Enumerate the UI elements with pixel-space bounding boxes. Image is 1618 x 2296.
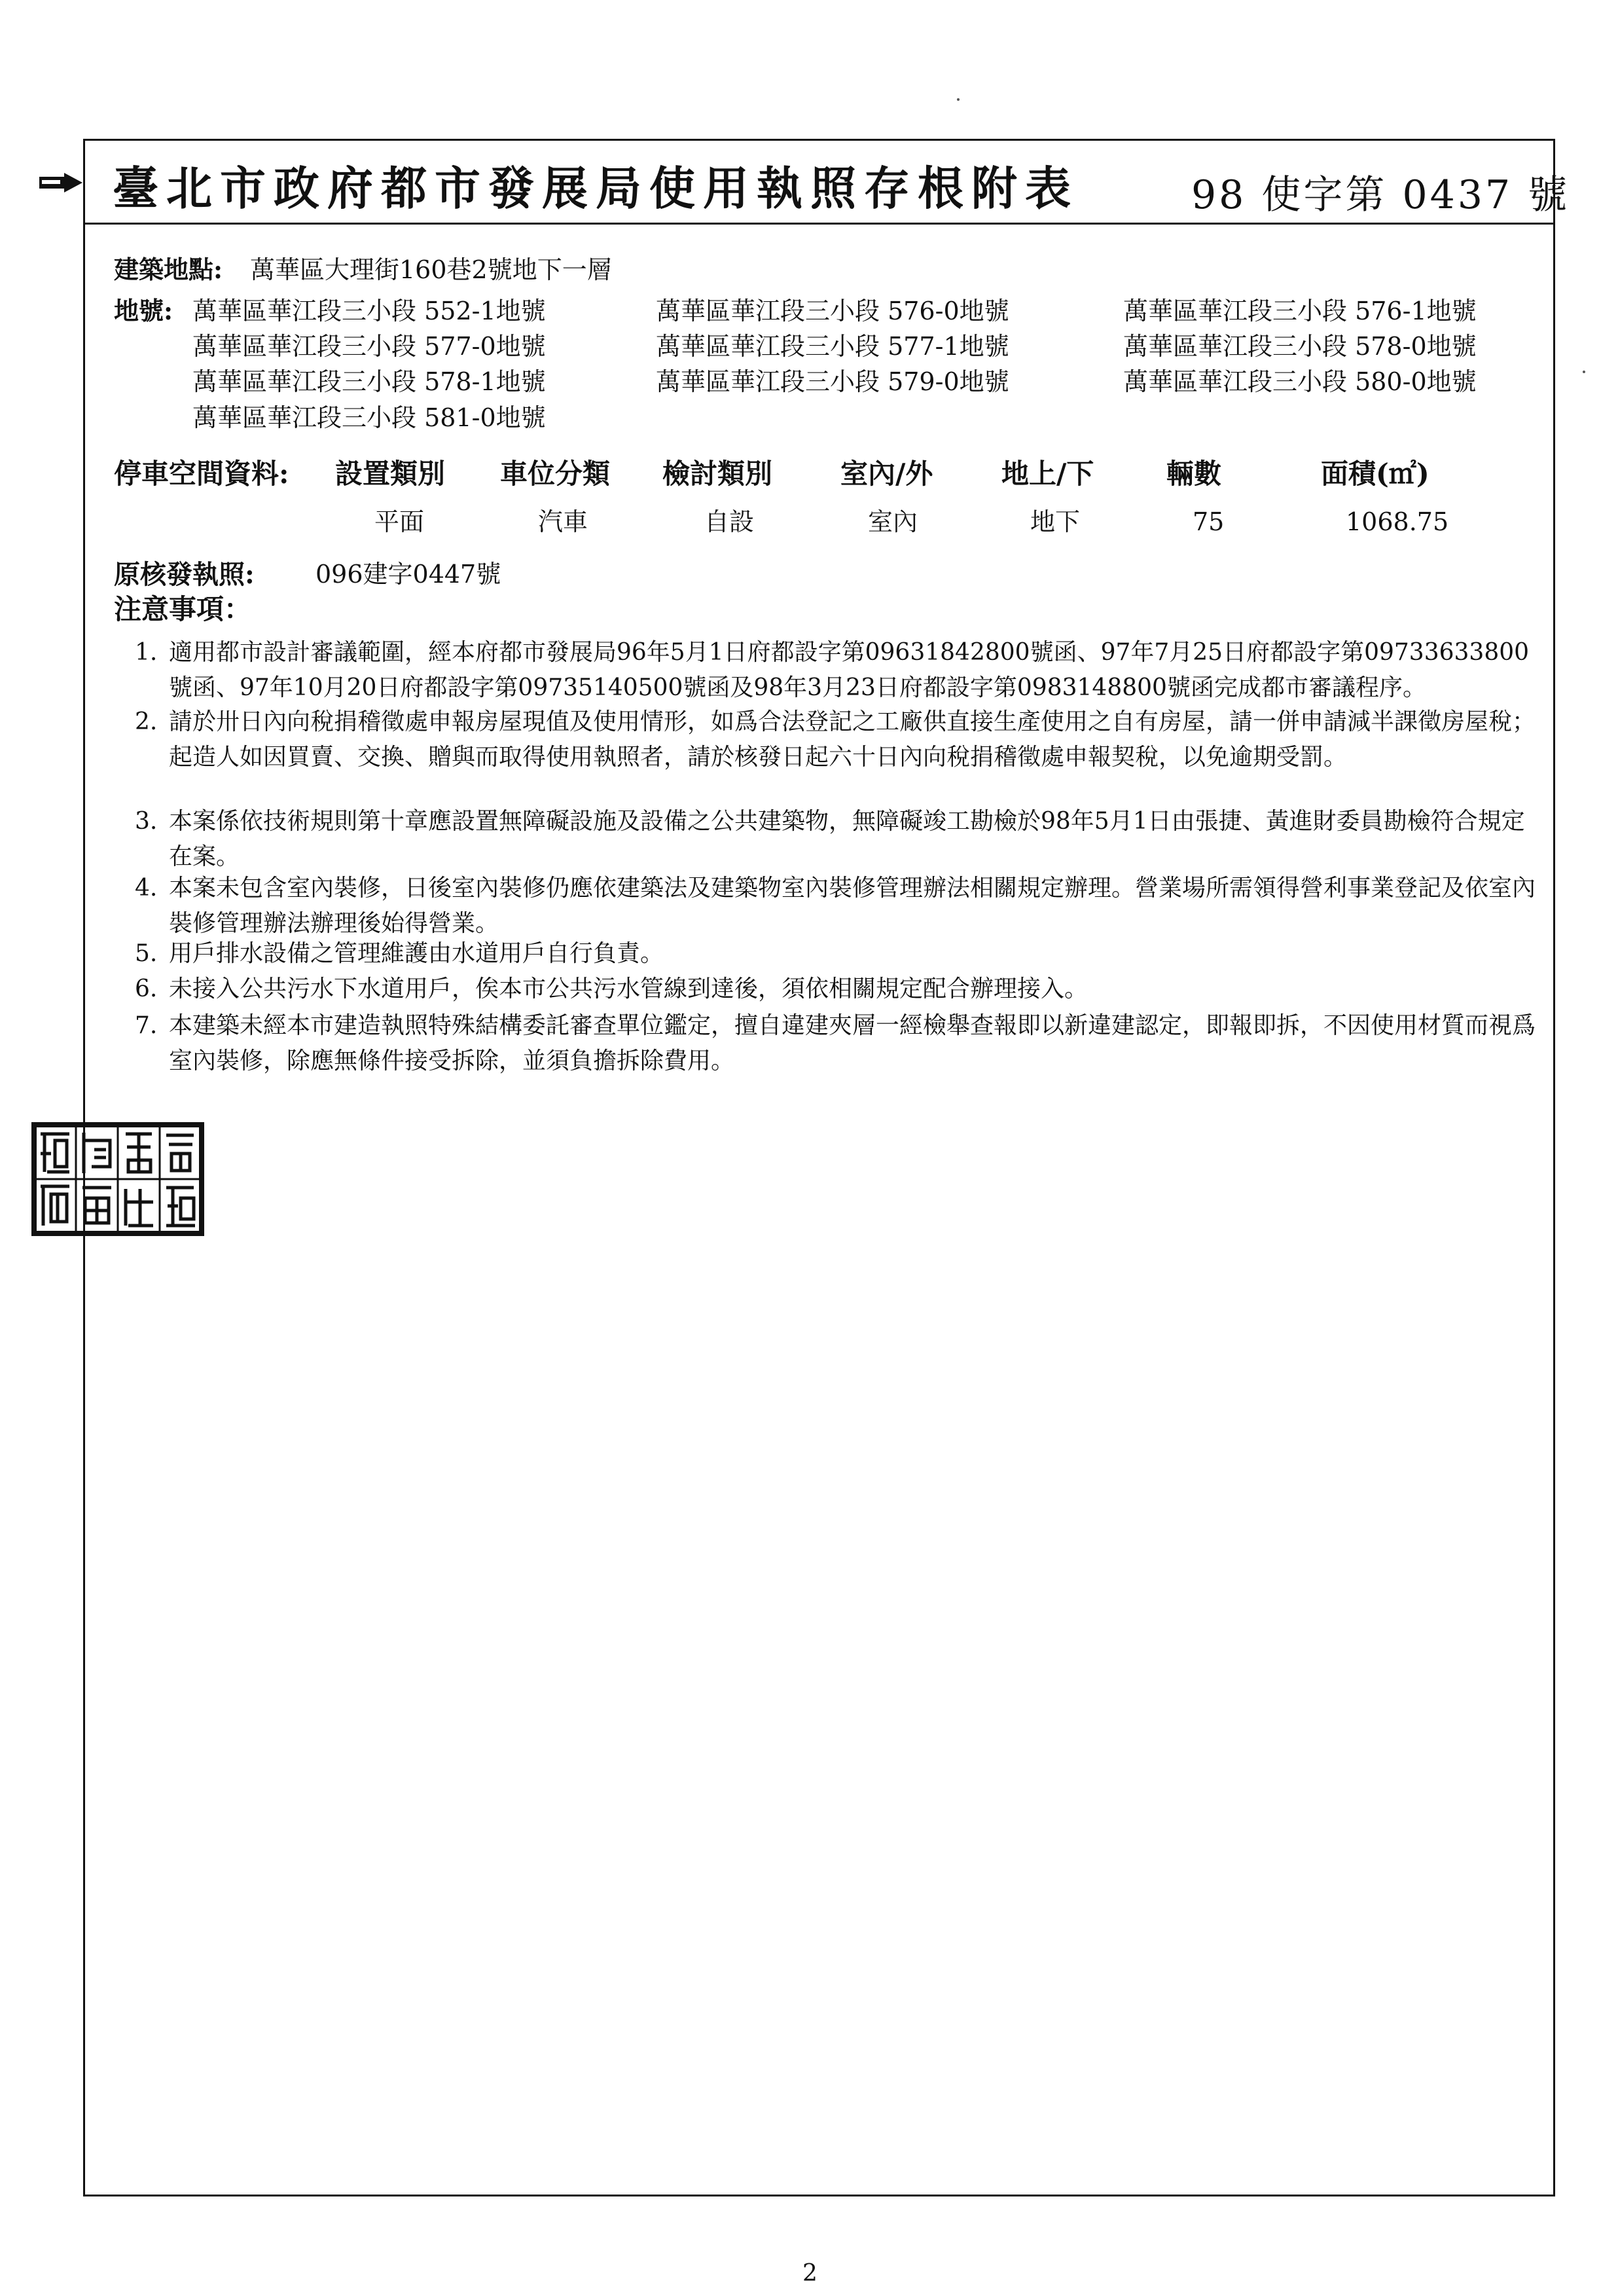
- notice-item-number: 1.: [135, 639, 158, 666]
- notice-item-number: 7.: [135, 1012, 158, 1039]
- arrow-mark-icon: [38, 172, 84, 194]
- original-license-value: 096建字0447號: [315, 560, 501, 589]
- title-divider: [83, 223, 1555, 225]
- parking-cell: 75: [1193, 507, 1225, 536]
- lot-number-item: 萬華區華江段三小段 576-0地號: [656, 297, 1009, 325]
- parking-cell: 1068.75: [1346, 507, 1449, 536]
- original-license-label: 原核發執照:: [114, 559, 255, 590]
- parking-label: 停車空間資料:: [114, 458, 289, 490]
- notice-item: [135, 1008, 1536, 1079]
- notice-item-text: 本案未包含室內裝修，日後室內裝修仍應依建築法及建築物室內裝修管理辦法相關規定辦理。營業場所需領得營利事業登記及依室內裝修管理辦法辦理後始得營業。: [169, 875, 1536, 937]
- lot-number-item: 萬華區華江段三小段 577-1地號: [656, 332, 1009, 361]
- lot-number-item: 萬華區華江段三小段 580-0地號: [1123, 367, 1477, 396]
- notice-label: 注意事項：: [114, 593, 252, 625]
- notice-item: [135, 871, 1536, 941]
- parking-header: 地上/下: [1001, 458, 1094, 490]
- notice-item-number: 3.: [135, 808, 158, 835]
- building-site-label: 建築地點:: [114, 255, 223, 284]
- scan-speck: [957, 98, 960, 101]
- official-seal-stamp: [29, 1121, 207, 1237]
- scan-speck: [1583, 371, 1585, 373]
- lot-number-item: 萬華區華江段三小段 552-1地號: [192, 297, 546, 325]
- notice-item: [135, 635, 1536, 706]
- lot-number-item: 萬華區華江段三小段 577-0地號: [192, 332, 546, 361]
- parking-header: 室內/外: [840, 458, 933, 490]
- parking-header: 面積(㎡): [1321, 458, 1429, 490]
- document-title: 臺北市政府都市發展局使用執照存根附表: [113, 161, 1079, 215]
- document-frame: [83, 139, 1555, 2196]
- parking-header: 輛數: [1166, 458, 1222, 490]
- parking-header: 設置類別: [335, 458, 446, 490]
- lot-number-item: 萬華區華江段三小段 578-1地號: [192, 367, 546, 396]
- page-number: 2: [802, 2260, 818, 2287]
- notice-item-text: 用戶排水設備之管理維護由水道用戶自行負責。: [169, 940, 664, 967]
- lot-number-item: 萬華區華江段三小段 579-0地號: [656, 367, 1009, 396]
- parking-cell: 汽車: [538, 507, 588, 536]
- notice-item-number: 5.: [135, 940, 158, 967]
- notice-item: [135, 972, 1536, 1007]
- notice-item: [135, 804, 1536, 875]
- notice-item-text: 未接入公共污水下水道用戶，俟本市公共污水管線到達後，須依相關規定配合辦理接入。: [169, 975, 1088, 1002]
- notice-item-text: 適用都市設計審議範圍，經本府都市發展局96年5月1日府都設字第09631842800號函、97年7月25日府都設字第09733633800號函、97年10月20日府都設字第09735140500號函及98年3月23日府都設字第0983148800號函完成都市審議程序。: [169, 639, 1530, 701]
- parking-header: 車位分類: [500, 458, 611, 490]
- parking-cell: 地下: [1030, 507, 1081, 536]
- notice-item: [135, 704, 1536, 775]
- notice-item-number: 6.: [135, 975, 158, 1002]
- lot-number-item: 萬華區華江段三小段 578-0地號: [1123, 332, 1477, 361]
- lot-number-item: 萬華區華江段三小段 581-0地號: [192, 403, 546, 432]
- lot-numbers-label: 地號:: [114, 296, 173, 325]
- notice-item: [135, 936, 1536, 972]
- notice-item-text: 本建築未經本市建造執照特殊結構委託審查單位鑑定，擅自違建夾層一經檢舉查報即以新違建認定，即報即拆，不因使用材質而視爲室內裝修，除應無條件接受拆除，並須負擔拆除費用。: [169, 1012, 1536, 1074]
- notice-item-number: 2.: [135, 708, 158, 735]
- parking-cell: 自設: [704, 507, 755, 536]
- parking-cell: 平面: [374, 507, 425, 536]
- document-number: 98 使字第 0437 號: [1191, 172, 1570, 218]
- lot-number-item: 萬華區華江段三小段 576-1地號: [1123, 297, 1477, 325]
- parking-cell: 室內: [868, 507, 918, 536]
- parking-header: 檢討類別: [662, 458, 773, 490]
- building-site-value: 萬華區大理街160巷2號地下一層: [250, 255, 612, 284]
- notice-item-text: 本案係依技術規則第十章應設置無障礙設施及設備之公共建築物，無障礙竣工勘檢於98年5月1日由張捷、黃進財委員勘檢符合規定在案。: [169, 808, 1525, 870]
- notice-item-number: 4.: [135, 875, 158, 902]
- notice-item-text: 請於卅日內向稅捐稽徵處申報房屋現值及使用情形，如爲合法登記之工廠供直接生產使用之自有房屋，請一併申請減半課徵房屋稅；起造人如因買賣、交換、贈與而取得使用執照者，請於核發日起六十日內向稅捐稽徵處申報契稅，以免逾期受罰。: [169, 708, 1536, 771]
